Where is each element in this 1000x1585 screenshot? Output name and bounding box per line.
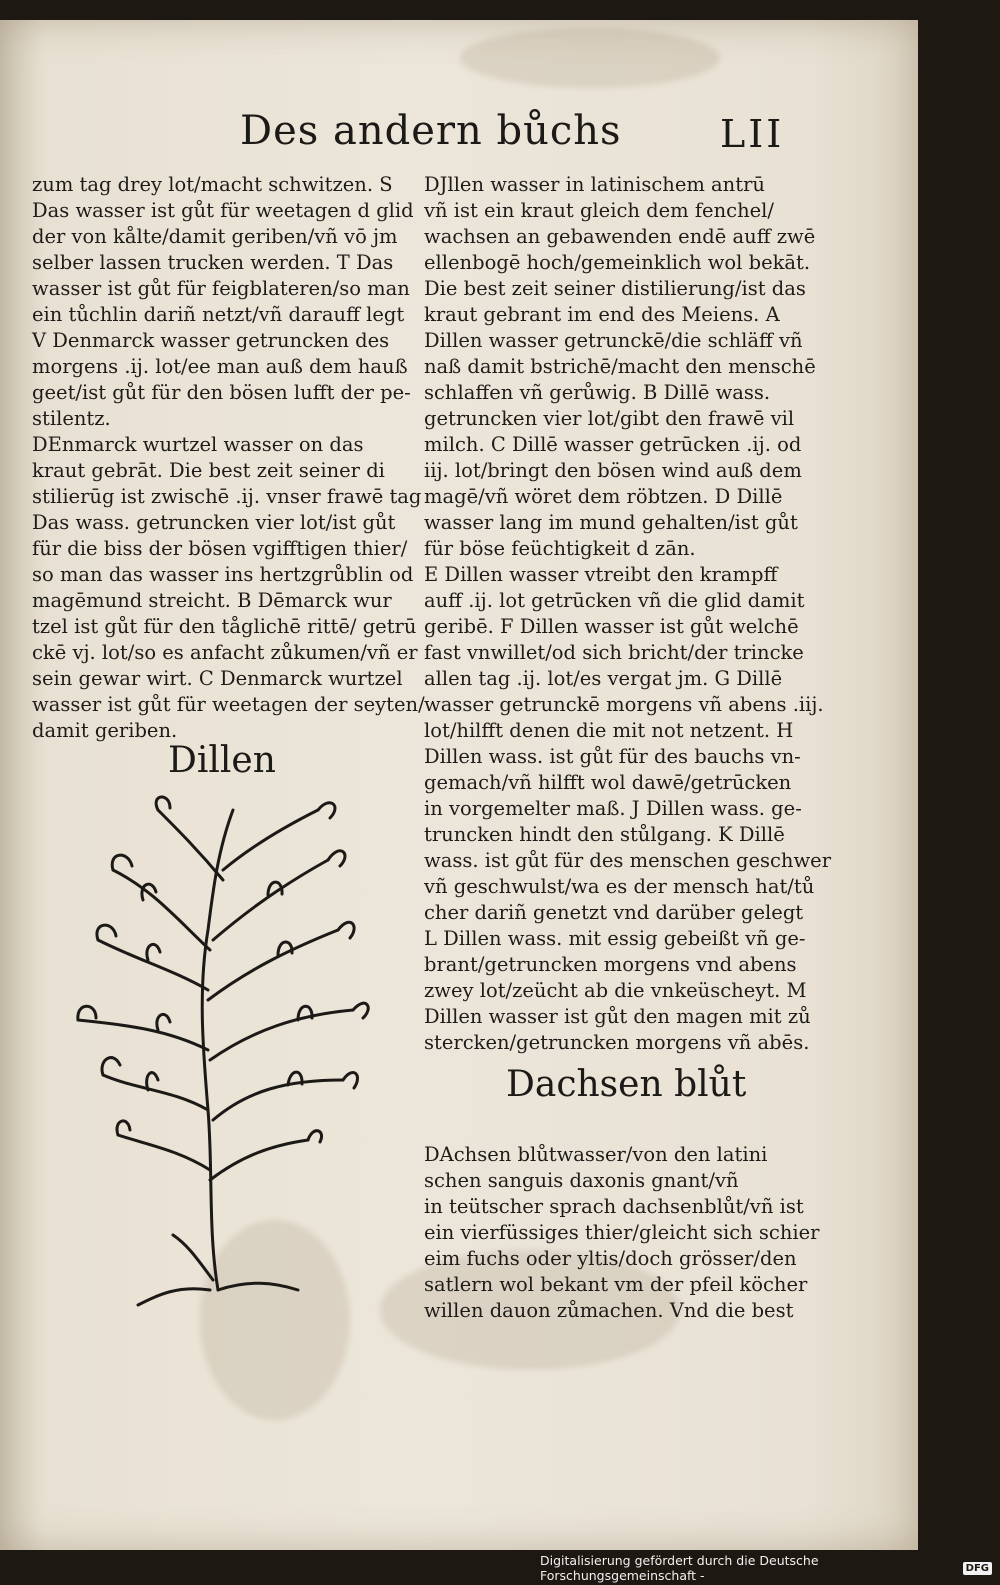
text-line: stilierūg ist zwischē .ij. vnser frawē tag [32,485,422,508]
section-heading-dillen: Dillen [168,740,276,781]
text-line: wasser lang im mund gehalten/ist gůt [424,511,798,534]
text-line: der von kålte/damit geriben/vñ vō jm [32,225,398,248]
text-line: schen sanguis daxonis gnant/vñ [424,1169,739,1192]
text-line: kraut gebrant im end des Meiens. A [424,303,780,326]
text-line: DJllen wasser in latinischem antrū [424,173,765,196]
text-line: so man das wasser ins hertzgrůblin od [32,563,414,586]
text-line: schlaffen vñ gerůwig. B Dillē wass. [424,381,771,404]
text-line: tzel ist gůt für den tåglichē rittē/ getrū [32,615,417,638]
text-line: satlern wol bekant vm der pfeil köcher [424,1273,808,1296]
text-line: Das wass. getruncken vier lot/ist gůt [32,511,396,534]
text-line: Das wasser ist gůt für weetagen d glid [32,199,414,222]
text-line: gemach/vñ hilfft wol dawē/getrūcken [424,771,792,794]
text-line: in vorgemelter maß. J Dillen wass. ge- [424,797,802,820]
text-line: DEnmarck wurtzel wasser on das [32,433,364,456]
dfg-badge: DFG [963,1562,992,1575]
text-line: V Denmarck wasser getruncken des [32,329,390,352]
text-line: selber lassen trucken werden. T Das [32,251,394,274]
text-line: zum tag drey lot/macht schwitzen. S [32,173,393,196]
text-line: in teütscher sprach dachsenblůt/vñ ist [424,1195,804,1218]
text-line: L Dillen wass. mit essig gebeißt vñ ge- [424,927,806,950]
text-line: iij. lot/bringt den bösen wind auß dem [424,459,802,482]
text-line: ellenbogē hoch/gemeinklich wol bekāt. [424,251,811,274]
text-line: damit geriben. [32,719,178,742]
text-line: wasser ist gůt für feigblateren/so man [32,277,410,300]
text-line: geet/ist gůt für den bösen lufft der pe- [32,381,411,404]
text-line: ckē vj. lot/so es anfacht zůkumen/vñ er [32,641,418,664]
text-line: auff .ij. lot getrūcken vñ die glid damit [424,589,805,612]
text-line: sein gewar wirt. C Denmarck wurtzel [32,667,403,690]
text-line: fast vnwillet/od sich bricht/der trincke [424,641,804,664]
text-line: getruncken vier lot/gibt den frawē vil [424,407,795,430]
text-line: brant/getruncken morgens vnd abens [424,953,797,976]
text-line: wasser ist gůt für weetagen der seyten/ [32,693,425,716]
text-line: wachsen an gebawenden endē auff zwē [424,225,816,248]
text-line: vñ ist ein kraut gleich dem fenchel/ [424,199,774,222]
text-line: lot/hilfft denen die mit not netzent. H [424,719,794,742]
text-line: wass. ist gůt für des menschen geschwer [424,849,832,872]
folio-number: LII [720,112,785,156]
section-heading-dachsen-blut: Dachsen blůt [506,1064,747,1105]
text-line: milch. C Dillē wasser getrūcken .ij. od [424,433,802,456]
text-line: eim fuchs oder yltis/doch grösser/den [424,1247,797,1270]
text-line: wasser getrunckē morgens vñ abens .iij. [424,693,824,716]
text-line: ein vierfüssiges thier/gleicht sich schier [424,1221,820,1244]
right-column-lower [424,1142,820,1324]
right-column [424,172,832,1056]
text-line: DAchsen blůtwasser/von den latini [424,1143,768,1166]
book-page [0,20,918,1550]
text-line: cher dariñ genetzt vnd darüber gelegt [424,901,804,924]
text-line: magē/vñ wöret dem röbtzen. D Dillē [424,485,783,508]
text-line: vñ geschwulst/wa es der mensch hat/tů [424,875,815,898]
text-line: für böse feüchtigkeit d zān. [424,537,696,560]
text-line: Die best zeit seiner distilierung/ist das [424,277,806,300]
text-line: magēmund streicht. B Dēmarck wur [32,589,392,612]
dill-plant-woodcut-icon [58,790,378,1310]
text-line: für die biss der bösen vgifftigen thier/ [32,537,408,560]
ink-bleed-mark [460,28,720,88]
text-line: stilentz. [32,407,111,430]
digitization-footer [540,1553,992,1583]
footer-credit: Digitalisierung gefördert durch die Deutsche Forschungsgemeinschaft - [540,1553,819,1583]
text-line: Dillen wass. ist gůt für des bauchs vn- [424,745,801,768]
text-line: Dillen wasser getrunckē/die schläff vñ [424,329,803,352]
running-title: Des andern bůchs [240,108,622,154]
text-line: geribē. F Dillen wasser ist gůt welchē [424,615,799,638]
left-column [32,172,425,744]
text-line: truncken hindt den stůlgang. K Dillē [424,823,785,846]
text-line: Dillen wasser ist gůt den magen mit zů [424,1005,811,1028]
text-line: allen tag .ij. lot/es vergat jm. G Dillē [424,667,783,690]
text-line: stercken/getruncken morgens vñ abēs. [424,1031,810,1054]
text-line: kraut gebrāt. Die best zeit seiner di [32,459,385,482]
text-line: morgens .ij. lot/ee man auß dem hauß [32,355,408,378]
text-line: E Dillen wasser vtreibt den krampff [424,563,778,586]
text-line: zwey lot/zeücht ab die vnkeüscheyt. M [424,979,807,1002]
text-line: ein tůchlin dariñ netzt/vñ darauff legt [32,303,405,326]
text-line: naß damit bstrichē/macht den menschē [424,355,816,378]
text-line: willen dauon zůmachen. Vnd die best [424,1299,794,1322]
